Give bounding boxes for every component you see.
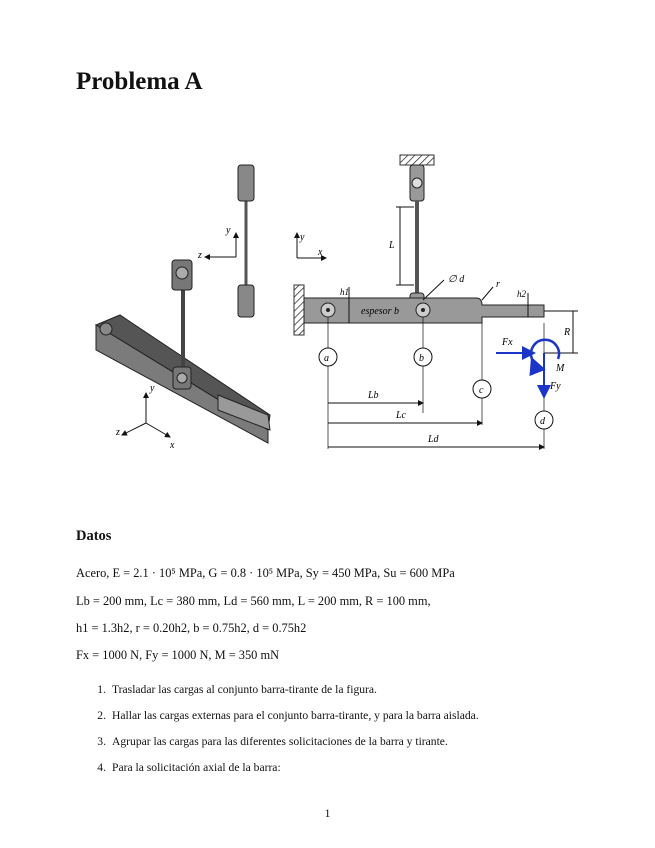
dim-Lb-label: Lb — [368, 390, 379, 401]
dim-d-label: ∅ d — [448, 274, 465, 285]
dim-h2-label: h2 — [517, 289, 526, 299]
point-a: a — [324, 353, 329, 364]
point-b: b — [419, 353, 424, 364]
front-axis-y-label: y — [300, 232, 305, 243]
iso-axis-y-label: y — [150, 383, 155, 394]
front-view — [294, 155, 578, 449]
dim-Ld-label: Ld — [428, 434, 439, 445]
dim-r-label: r — [496, 279, 500, 290]
point-d: d — [540, 416, 545, 427]
applied-loads — [496, 337, 565, 397]
task-list — [76, 683, 479, 787]
list-item: 3. Agrupar las cargas para las diferentes solicitaciones de la barra y tirante. — [97, 735, 448, 748]
datos-line-3: h1 = 1.3h2, r = 0.20h2, b = 0.75h2, d = 0.75h2 — [76, 621, 307, 635]
load-M-label: M — [556, 363, 565, 374]
dim-h1-label: h1 — [340, 287, 349, 297]
top-view — [197, 165, 254, 317]
mechanism-figure — [78, 145, 578, 465]
thickness-label: espesor b — [361, 306, 400, 317]
datos-line-1: Acero, E = 2.1 · 10⁵ MPa, G = 0.8 · 10⁵ MPa, Sy = 450 MPa, Su = 600 MPa — [76, 566, 455, 580]
list-item: 1. Trasladar las cargas al conjunto barra-tirante de la figura. — [97, 683, 377, 696]
dim-Lc-label: Lc — [396, 410, 406, 421]
list-item: 2. Hallar las cargas externas para el conjunto barra-tirante, y para la barra aislada. — [97, 709, 479, 722]
dim-L-label: L — [389, 240, 395, 251]
point-c: c — [479, 385, 484, 396]
iso-axis-z-label: z — [116, 427, 120, 438]
top-axis-z-label: z — [198, 250, 202, 261]
load-Fx-label: Fx — [502, 337, 513, 348]
page-title: Problema A — [76, 68, 203, 95]
datos-line-4: Fx = 1000 N, Fy = 1000 N, M = 350 mN — [76, 648, 280, 662]
page-number: 1 — [324, 806, 331, 820]
load-Fy-label: Fy — [550, 381, 561, 392]
dim-R-label: R — [564, 327, 571, 338]
iso-axis-x-label: x — [170, 440, 175, 451]
top-axis-y-label: y — [226, 225, 231, 236]
datos-line-2: Lb = 200 mm, Lc = 380 mm, Ld = 560 mm, L = 200 mm, R = 100 mm, — [76, 594, 431, 608]
front-axis-x-label: x — [318, 247, 323, 258]
list-item: 4. Para la solicitación axial de la barra: — [97, 761, 281, 774]
datos-heading: Datos — [76, 528, 112, 544]
